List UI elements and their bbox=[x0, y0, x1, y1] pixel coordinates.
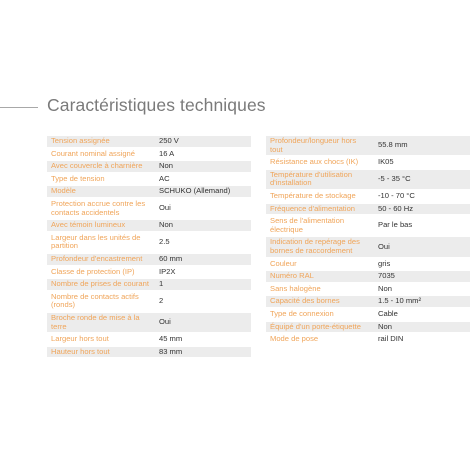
left-spec-row bbox=[47, 199, 251, 218]
page-title: Caractéristiques techniques bbox=[47, 95, 266, 115]
spec-label: Sens de l'alimentation électrique bbox=[270, 216, 345, 234]
spec-label: Capacité des bornes bbox=[266, 296, 374, 307]
spec-label: Profondeur/longueur hors tout bbox=[266, 136, 374, 155]
left-spec-row bbox=[47, 149, 251, 160]
right-spec-row bbox=[266, 334, 470, 345]
spec-label: Équipé d'un porte-étiquette bbox=[266, 322, 374, 333]
spec-label: Hauteur hors tout bbox=[47, 347, 155, 358]
right-spec-row bbox=[266, 309, 470, 320]
right-spec-row bbox=[266, 296, 470, 307]
spec-label: Résistance aux chocs (IK) bbox=[270, 157, 359, 167]
spec-label: Tension assignée bbox=[47, 136, 155, 147]
spec-value: SCHUKO (Allemand) bbox=[155, 186, 251, 197]
spec-value: Par le bas bbox=[378, 220, 413, 230]
spec-label: Profondeur d'encastrement bbox=[47, 254, 155, 265]
left-spec-row bbox=[47, 334, 251, 345]
spec-label: Courant nominal assigné bbox=[51, 148, 136, 158]
left-spec-row bbox=[47, 267, 251, 278]
right-spec-row bbox=[266, 271, 470, 282]
spec-label: Nombre de prises de courant bbox=[47, 279, 155, 290]
spec-label: Indication de repérage des bornes de raccordement bbox=[266, 237, 374, 256]
spec-value: 50 - 60 Hz bbox=[374, 204, 470, 215]
left-spec-table bbox=[47, 136, 251, 357]
spec-label: Protection accrue contre les contacts accidentels bbox=[51, 198, 146, 217]
spec-label: Mode de pose bbox=[270, 334, 319, 344]
spec-value: IP2X bbox=[159, 266, 176, 276]
right-spec-row bbox=[266, 322, 470, 333]
spec-value: 2.5 bbox=[159, 237, 170, 247]
left-spec-row bbox=[47, 186, 251, 197]
left-spec-row bbox=[47, 347, 251, 358]
right-spec-row bbox=[266, 191, 470, 202]
right-spec-row bbox=[266, 136, 470, 155]
right-spec-row bbox=[266, 284, 470, 295]
spec-value: rail DIN bbox=[378, 334, 404, 344]
spec-label: Sans halogène bbox=[270, 283, 321, 293]
spec-value: Non bbox=[378, 283, 392, 293]
spec-label: Avec témoin lumineux bbox=[47, 220, 155, 231]
left-spec-row bbox=[47, 161, 251, 172]
spec-value: 55.8 mm bbox=[374, 136, 470, 155]
spec-value: gris bbox=[378, 258, 391, 268]
spec-label: Couleur bbox=[270, 258, 297, 268]
left-spec-row bbox=[47, 174, 251, 185]
right-spec-row bbox=[266, 259, 470, 270]
title-accent-line bbox=[0, 107, 38, 108]
spec-label: Largeur dans les unités de partition bbox=[51, 232, 141, 251]
spec-value: Oui bbox=[159, 203, 171, 213]
spec-value: 2 bbox=[159, 296, 164, 306]
spec-label: Fréquence d'alimentation bbox=[266, 204, 374, 215]
spec-value: 16 A bbox=[159, 148, 175, 158]
spec-value: Non bbox=[155, 161, 251, 172]
spec-label: Classe de protection (IP) bbox=[51, 266, 135, 276]
right-spec-row bbox=[266, 170, 470, 189]
right-spec-row bbox=[266, 216, 470, 235]
spec-value: -10 - 70 °C bbox=[378, 190, 415, 200]
spec-label: Modèle bbox=[47, 186, 155, 197]
right-spec-row bbox=[266, 157, 470, 168]
spec-label: Nombre de contacts actifs (ronds) bbox=[51, 291, 139, 310]
spec-value: Oui bbox=[155, 313, 251, 332]
left-spec-row bbox=[47, 136, 251, 147]
spec-label: Température d'utilisation d'installation bbox=[266, 170, 374, 189]
left-spec-row bbox=[47, 292, 251, 311]
spec-value: 60 mm bbox=[155, 254, 251, 265]
spec-value: 45 mm bbox=[159, 334, 183, 344]
spec-label: Avec couvercle à charnière bbox=[47, 161, 155, 172]
spec-value: Cable bbox=[378, 308, 398, 318]
spec-value: 250 V bbox=[155, 136, 251, 147]
spec-label: Broche ronde de mise à la terre bbox=[47, 313, 155, 332]
spec-label: Largeur hors tout bbox=[51, 334, 109, 344]
right-spec-row bbox=[266, 237, 470, 256]
spec-value: Non bbox=[374, 322, 470, 333]
left-spec-row bbox=[47, 254, 251, 265]
spec-label: Température de stockage bbox=[270, 190, 356, 200]
spec-value: Oui bbox=[374, 237, 470, 256]
spec-value: 83 mm bbox=[155, 347, 251, 358]
spec-label: Type de tension bbox=[51, 173, 105, 183]
spec-label: Numéro RAL bbox=[266, 271, 374, 282]
left-spec-row bbox=[47, 233, 251, 252]
left-spec-row bbox=[47, 313, 251, 332]
left-spec-row bbox=[47, 279, 251, 290]
spec-value: IK05 bbox=[378, 157, 394, 167]
right-spec-row bbox=[266, 204, 470, 215]
spec-value: AC bbox=[159, 173, 170, 183]
spec-value: Non bbox=[155, 220, 251, 231]
spec-value: -5 - 35 °C bbox=[374, 170, 470, 189]
right-spec-table bbox=[266, 136, 470, 345]
spec-value: 1.5 - 10 mm² bbox=[374, 296, 470, 307]
left-spec-row bbox=[47, 220, 251, 231]
spec-value: 1 bbox=[155, 279, 251, 290]
spec-label: Type de connexion bbox=[270, 308, 334, 318]
spec-value: 7035 bbox=[374, 271, 470, 282]
